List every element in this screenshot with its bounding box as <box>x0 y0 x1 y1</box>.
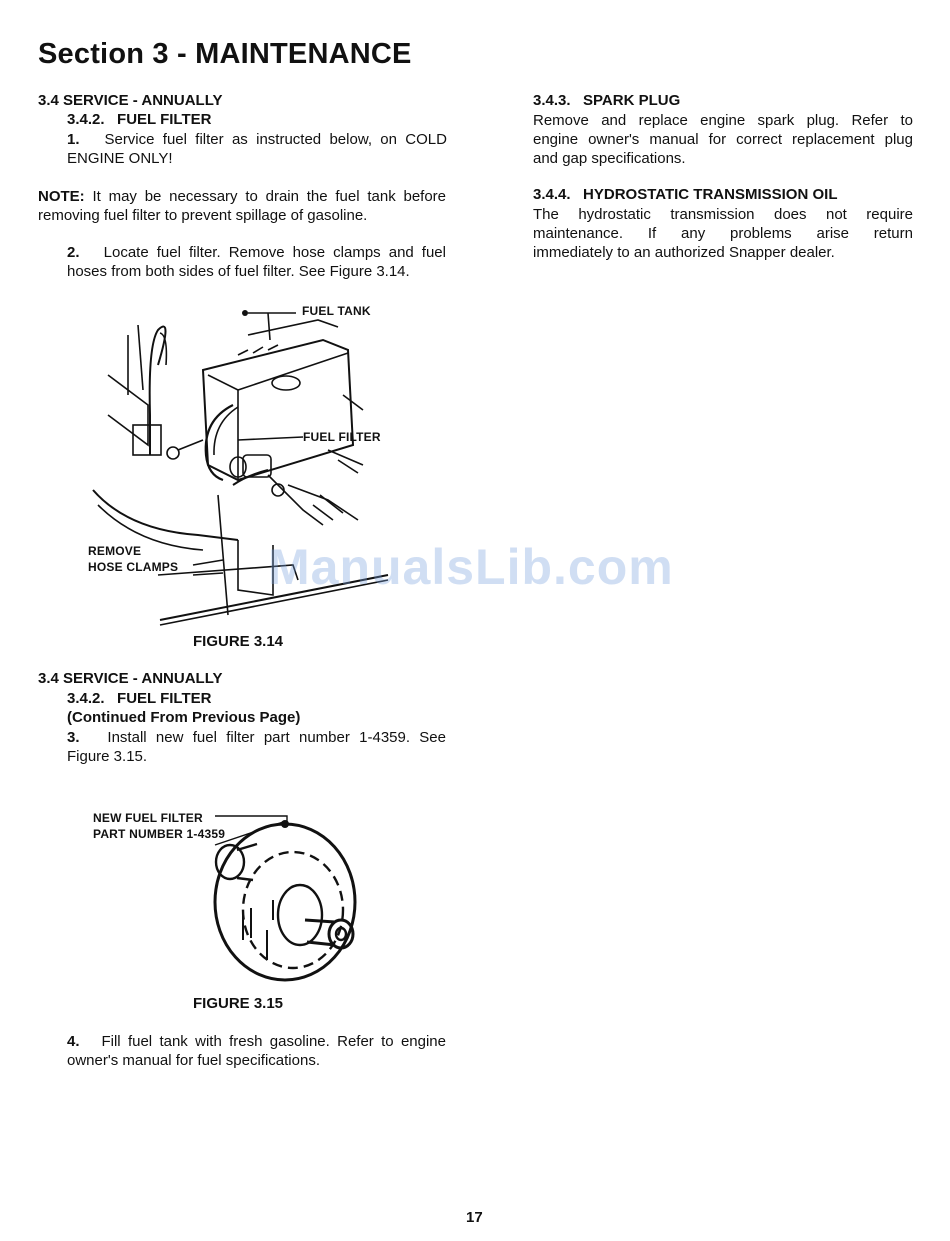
step-text: Install new fuel filter part number 1-4359. See <box>107 729 446 746</box>
note <box>38 187 446 225</box>
label-fuel-tank: FUEL TANK <box>302 304 371 318</box>
step-text: Service fuel filter as instructed below, on COLD <box>104 131 447 148</box>
step-text: ENGINE ONLY! <box>67 150 173 167</box>
label-part-number: PART NUMBER 1-4359 <box>93 827 226 841</box>
step-number: 2. <box>67 244 80 261</box>
label-hose-clamps: HOSE CLAMPS <box>88 560 179 574</box>
figure-caption: FIGURE 3.15 <box>193 995 284 1012</box>
step-3 <box>67 728 446 766</box>
paragraph-line: immediately to an authorized Snapper dealer. <box>533 244 835 261</box>
subsection-heading: 3.4.4. HYDROSTATIC TRANSMISSION OIL <box>533 186 838 203</box>
step-1 <box>67 130 447 168</box>
paragraph-line: maintenance. If any problems arise return <box>533 225 913 242</box>
watermark: ManualsLib.com <box>268 539 674 595</box>
subsection-heading: 3.4.2. FUEL FILTER <box>67 111 212 128</box>
continued-note: (Continued From Previous Page) <box>67 709 301 726</box>
label-fuel-filter: FUEL FILTER <box>303 430 381 444</box>
paragraph-line: engine owner's manual for correct replacement plug <box>533 131 913 148</box>
hydro-text <box>533 205 913 262</box>
step-text: Locate fuel filter. Remove hose clamps and fuel <box>103 244 446 261</box>
step-number: 1. <box>67 131 80 148</box>
leader-line <box>215 812 295 822</box>
page-title: Section 3 - MAINTENANCE <box>38 38 412 70</box>
step-number: 4. <box>67 1033 80 1050</box>
subsection-heading: 3.4.3. SPARK PLUG <box>533 92 681 109</box>
subsection-heading: 3.4.2. FUEL FILTER <box>67 690 212 707</box>
step-number: 3. <box>67 729 80 746</box>
note-label: NOTE: <box>38 188 85 205</box>
section-heading: 3.4 SERVICE - ANNUALLY <box>38 92 223 109</box>
paragraph-line: The hydrostatic transmission does not require <box>533 206 913 223</box>
spark-plug-text <box>533 111 913 168</box>
step-text: Fill fuel tank with fresh gasoline. Refer to engine <box>101 1033 446 1050</box>
step-text: owner's manual for fuel specifications. <box>67 1052 320 1069</box>
figure-caption: FIGURE 3.14 <box>193 633 284 650</box>
section-heading: 3.4 SERVICE - ANNUALLY <box>38 670 223 687</box>
page-number: 17 <box>466 1209 483 1226</box>
note-text: It may be necessary to drain the fuel tank before <box>92 188 447 205</box>
step-text: hoses from both sides of fuel filter. See Figure 3.14. <box>67 263 410 280</box>
step-text: Figure 3.15. <box>67 748 148 765</box>
paragraph-line: and gap specifications. <box>533 150 686 167</box>
step-4 <box>67 1032 446 1070</box>
paragraph-line: Remove and replace engine spark plug. Refer to <box>533 112 913 129</box>
label-new-fuel-filter: NEW FUEL FILTER <box>93 811 203 825</box>
label-remove: REMOVE <box>88 544 142 558</box>
step-2 <box>67 243 446 281</box>
note-text: removing fuel filter to prevent spillage of gasoline. <box>38 207 368 224</box>
